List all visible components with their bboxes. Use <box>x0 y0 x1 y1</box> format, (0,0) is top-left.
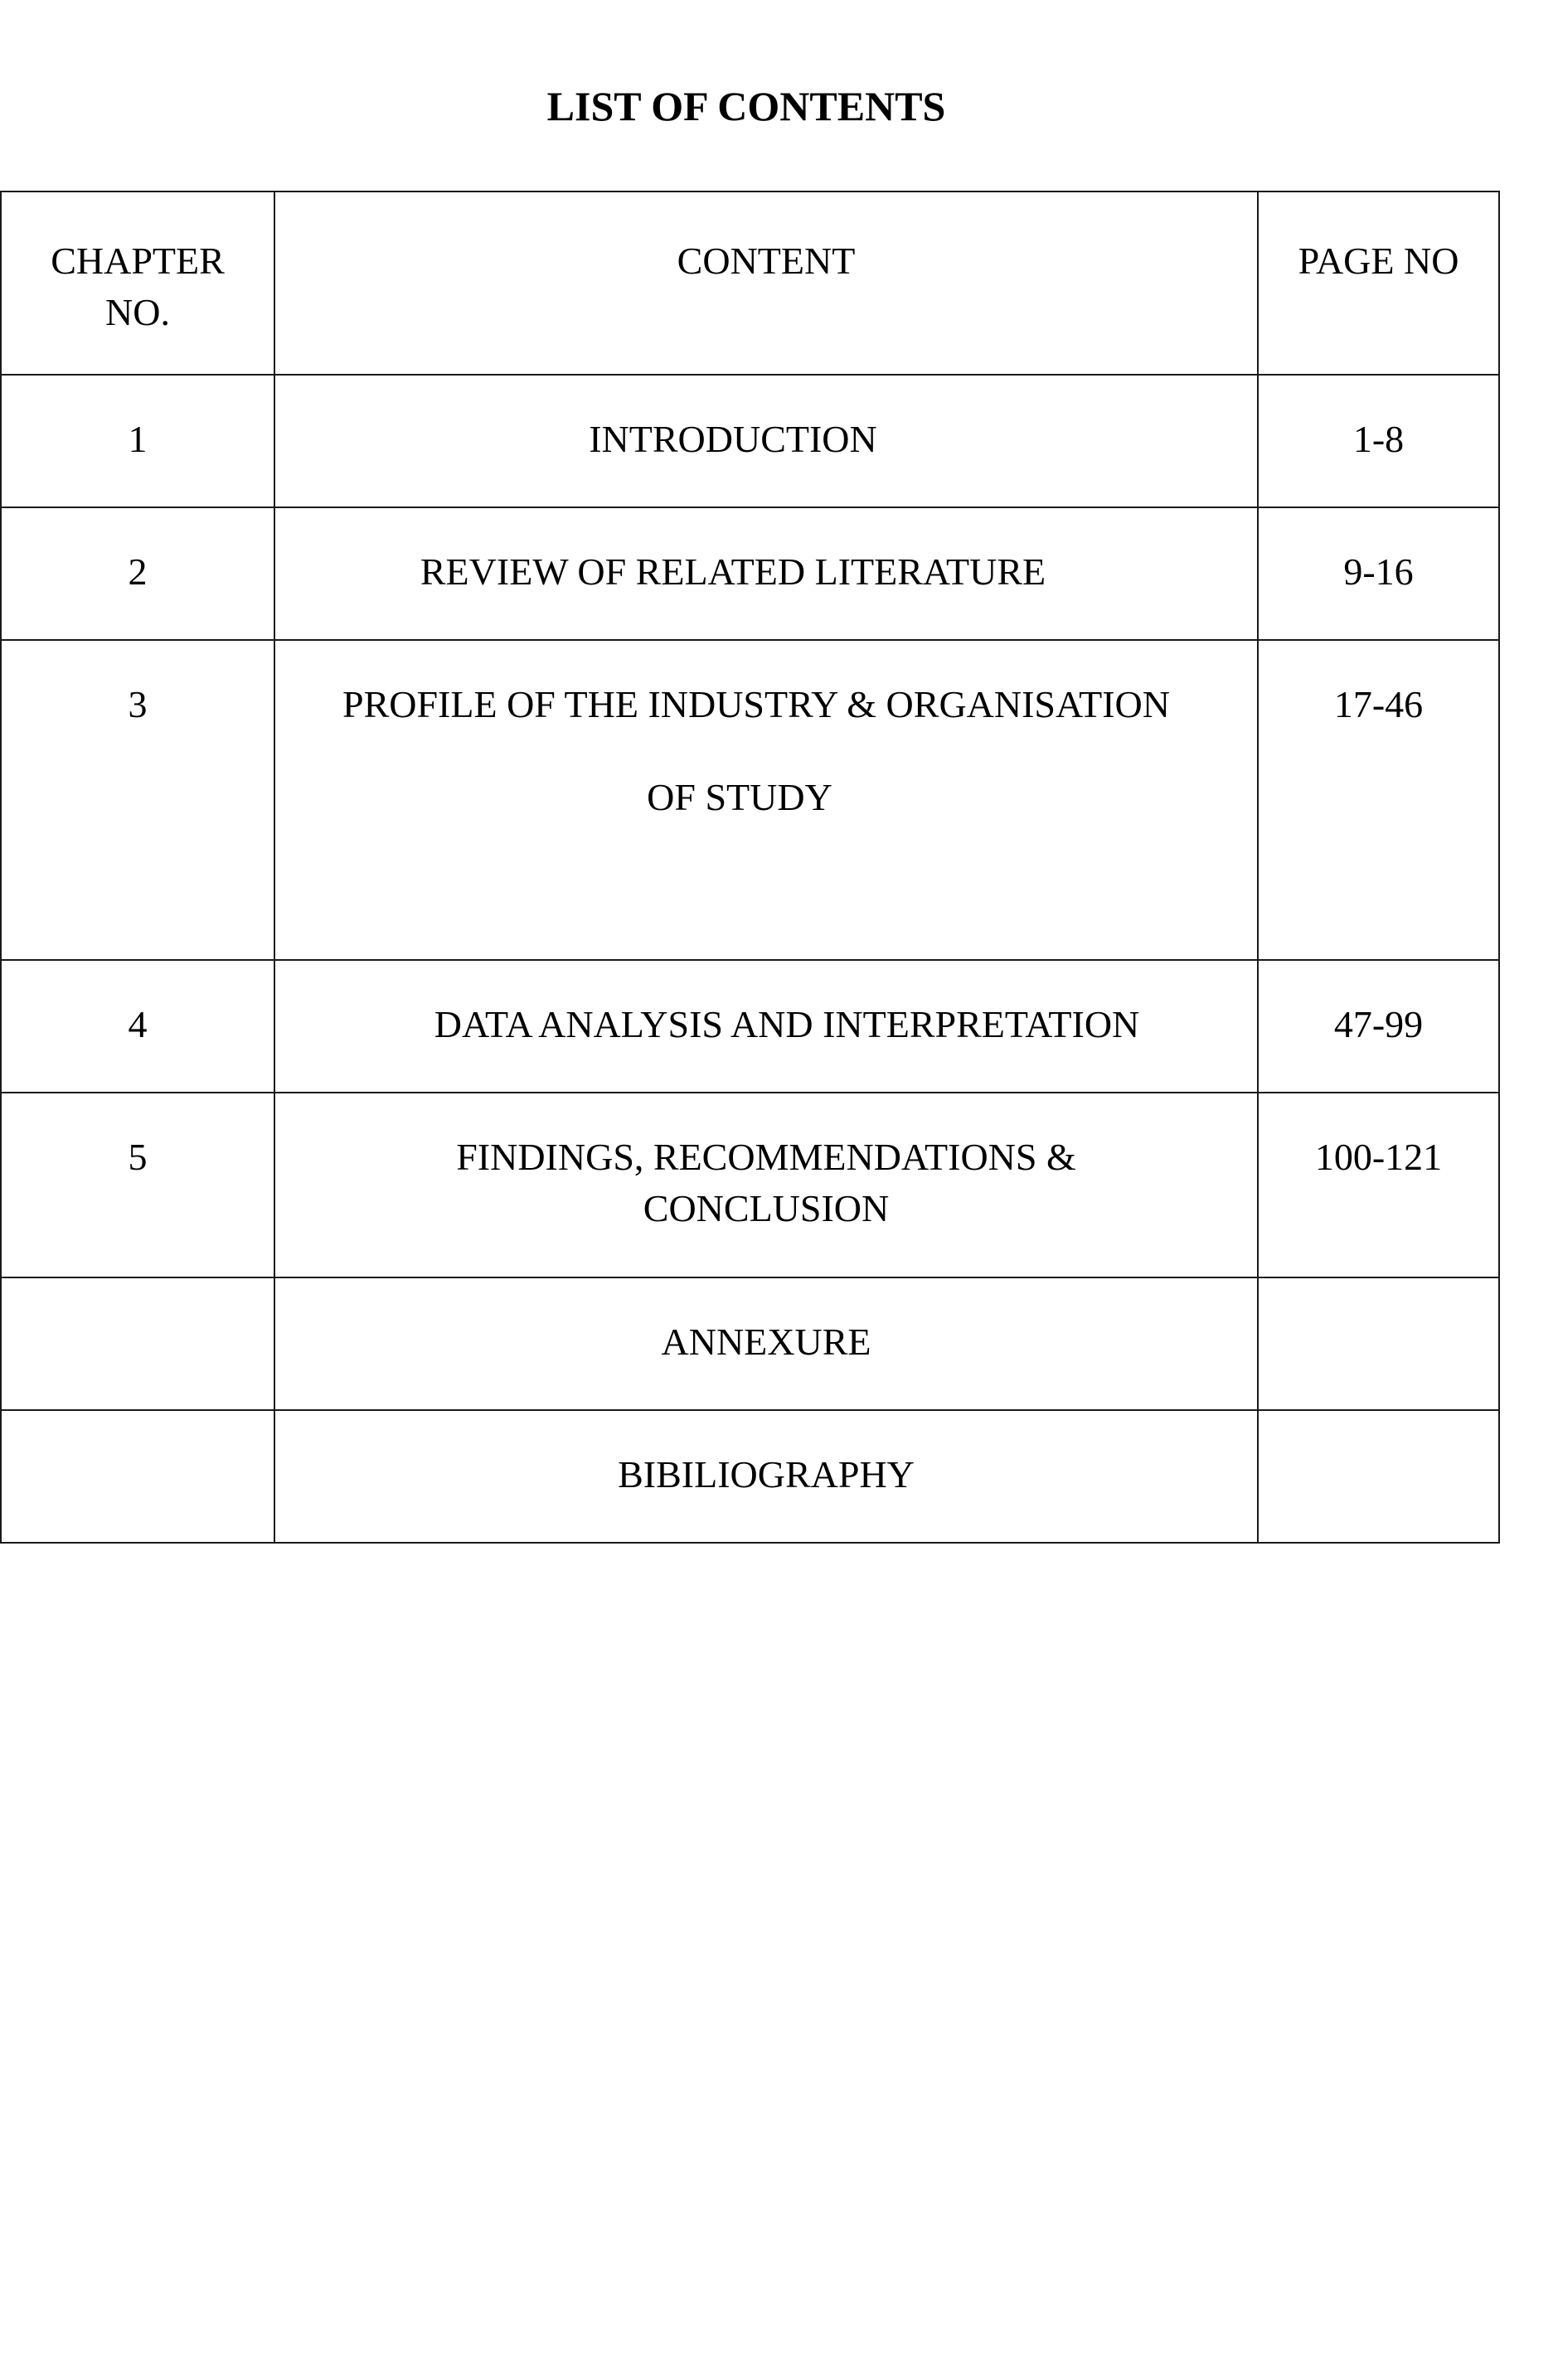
chapter-title-line1: FINDINGS, RECOMMENDATIONS & <box>456 1136 1076 1178</box>
table-header-row <box>1 191 1499 375</box>
content-cell <box>274 507 1258 640</box>
header-chapter-line1: CHAPTER <box>51 240 225 282</box>
content-cell <box>274 1277 1258 1410</box>
chapter-number: 5 <box>128 1136 148 1178</box>
page-cell <box>1258 1093 1499 1277</box>
page-range: 17-46 <box>1333 683 1424 725</box>
table-row <box>1 507 1499 640</box>
chapter-cell <box>1 507 274 640</box>
chapter-title-line1: PROFILE OF THE INDUSTRY & ORGANISATION <box>342 683 1170 725</box>
chapter-title: BIBILIOGRAPHY <box>618 1453 915 1495</box>
page-title: LIST OF CONTENTS <box>546 83 946 129</box>
page-cell <box>1258 507 1499 640</box>
table-row <box>1 1093 1499 1277</box>
content-cell <box>274 1093 1258 1277</box>
content-cell <box>274 375 1258 507</box>
content-cell <box>274 960 1258 1093</box>
chapter-number: 1 <box>128 418 148 460</box>
chapter-cell <box>1 375 274 507</box>
header-chapter-cell <box>1 191 274 375</box>
chapter-number: 3 <box>128 683 148 725</box>
chapter-cell <box>1 1410 274 1543</box>
content-cell <box>274 640 1258 960</box>
page-cell <box>1258 960 1499 1093</box>
page-cell <box>1258 1277 1499 1410</box>
page-range: 100-121 <box>1314 1136 1443 1178</box>
contents-table <box>0 191 1500 1544</box>
page-cell <box>1258 375 1499 507</box>
content-cell <box>274 1410 1258 1543</box>
table-row <box>1 1277 1499 1410</box>
table-row <box>1 375 1499 507</box>
chapter-cell <box>1 640 274 960</box>
chapter-title: REVIEW OF RELATED LITERATURE <box>420 550 1046 593</box>
chapter-number: 4 <box>128 1003 148 1045</box>
page-range: 47-99 <box>1333 1003 1424 1045</box>
table-row <box>1 1410 1499 1543</box>
page-cell <box>1258 640 1499 960</box>
header-page: PAGE NO <box>1298 240 1459 282</box>
chapter-cell <box>1 1277 274 1410</box>
chapter-title: INTRODUCTION <box>589 418 877 460</box>
table-row <box>1 640 1499 960</box>
header-content: CONTENT <box>677 240 856 282</box>
chapter-title: DATA ANALYSIS AND INTERPRETATION <box>434 1003 1140 1045</box>
page-cell <box>1258 1410 1499 1543</box>
page-range: 1-8 <box>1352 418 1405 460</box>
chapter-number: 2 <box>128 550 148 593</box>
page-range: 9-16 <box>1343 550 1414 593</box>
header-chapter-line2: NO. <box>105 291 170 333</box>
header-page-cell <box>1258 191 1499 375</box>
chapter-cell <box>1 1093 274 1277</box>
table-row <box>1 960 1499 1093</box>
chapter-title-line2: OF STUDY <box>647 776 832 818</box>
chapter-title-line2: CONCLUSION <box>643 1187 890 1229</box>
chapter-title: ANNEXURE <box>661 1321 871 1363</box>
header-content-cell <box>274 191 1258 375</box>
chapter-cell <box>1 960 274 1093</box>
